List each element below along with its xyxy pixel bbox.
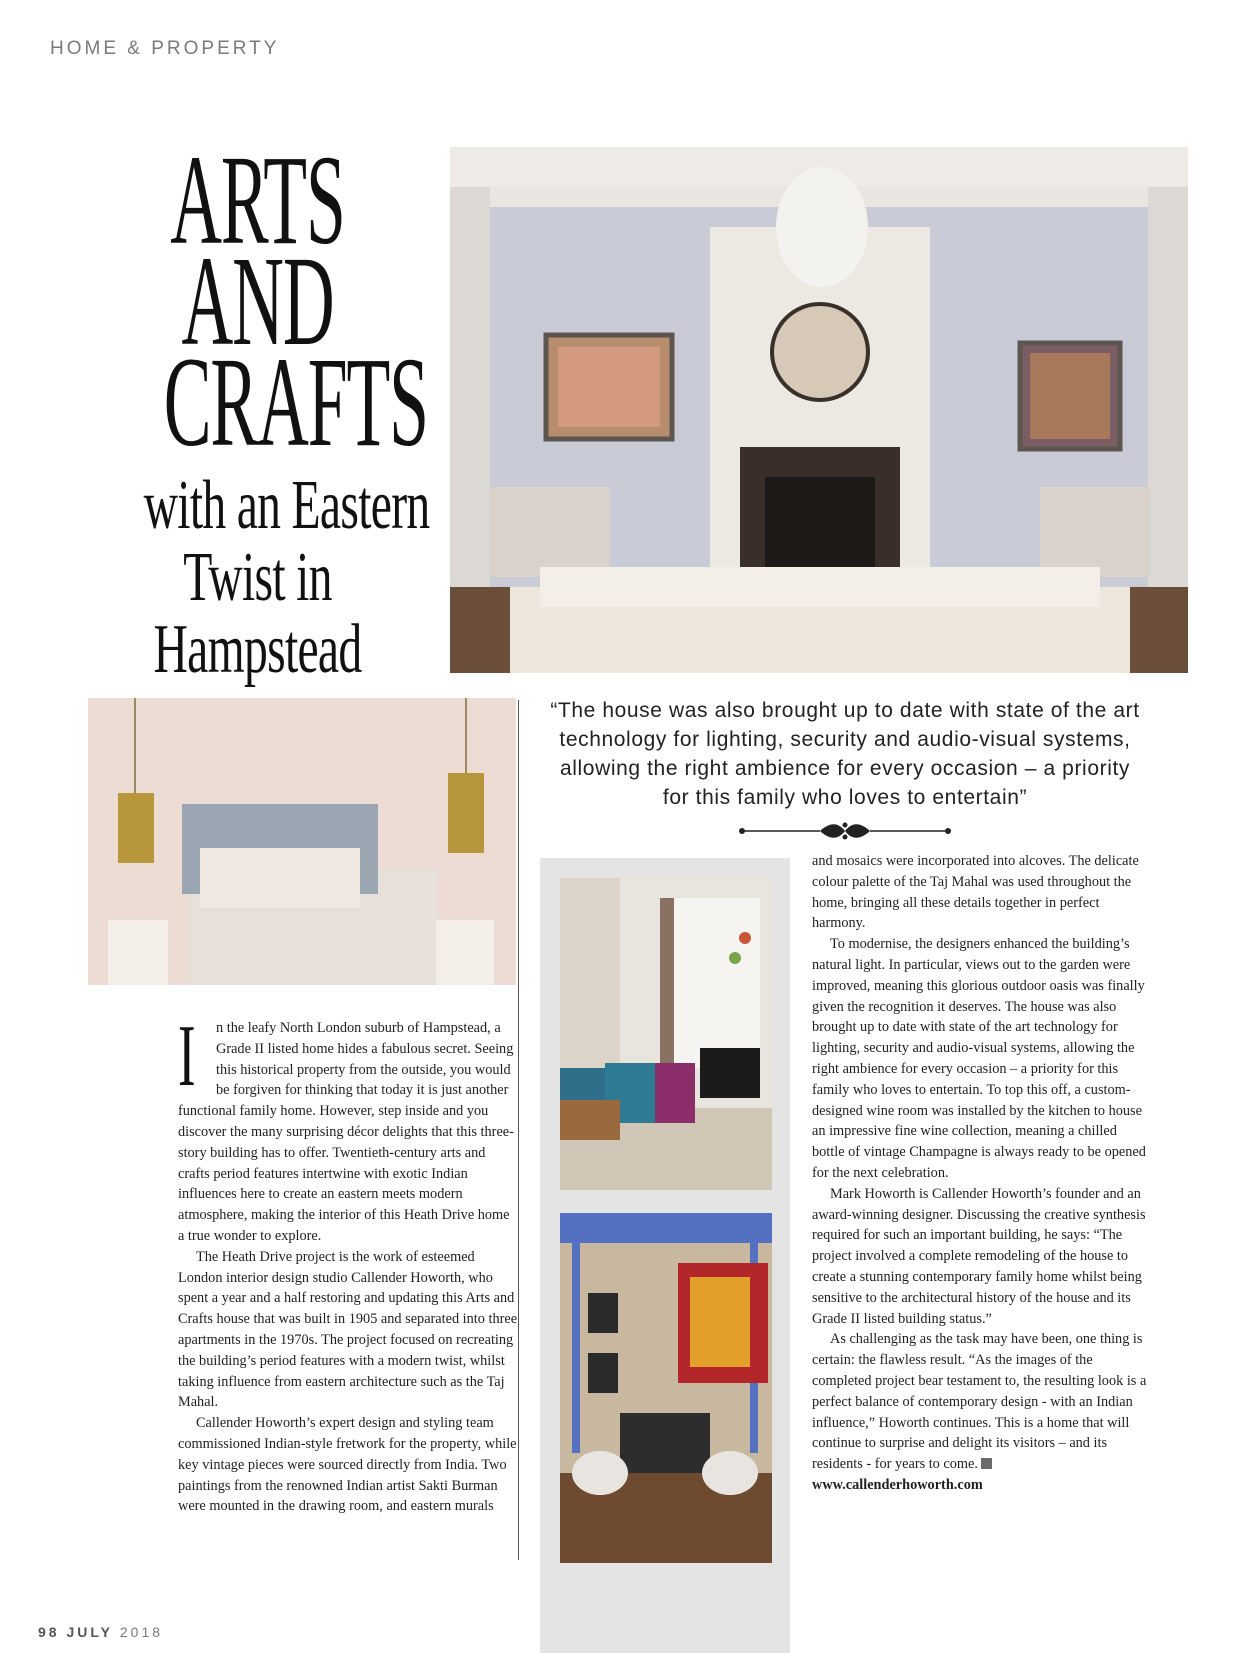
article-paragraph: Mark Howorth is Callender Howorth’s founder and an award-winning designer. Discussing the creative synthesis required for such an important building, he says: “The project involved a complete remodeling of the house to create a stunning contemporary family home whilst being sensitive to the architectural history of the house and its Grade II listed building status.” (812, 1185, 1146, 1327)
column-rule (518, 700, 519, 1560)
footer-month: JULY (66, 1624, 113, 1640)
article-paragraph: I n the leafy North London suburb of Hampstead, a Grade II listed home hides a fabulous secret. Seeing this historical property from the outside, you would be forgiven for thinking that today it is just another functional family home. However, step inside and you discover the many surprising décor delights that this three-story building has to offer. Twentieth-century arts and crafts period features intertwine with exotic Indian influences here to create an eastern meets modern atmosphere, making the interior of this Heath Drive home a true wonder to explore. (178, 1008, 514, 1244)
dining-photo (560, 1213, 772, 1563)
ornament-divider (738, 820, 952, 842)
title-subtitle (143, 467, 430, 688)
footer-year: 2018 (119, 1624, 164, 1640)
section-label: HOME & PROPERTY (50, 38, 280, 59)
article-paragraph: The Heath Drive project is the work of esteemed London interior design studio Callender Howorth, who spent a year and a half restoring and updating this Arts and Crafts house that was built in 1905 and separated into three apartments in the 1970s. The project focused on recreating the building’s period features with a modern twist, whilst taking influence from eastern architecture such as the Taj Mahal. (178, 1248, 518, 1411)
pull-quote: “The house was also brought up to date with state of the art technology for lighting, security and audio-visual systems, allowing the right ambience for every occasion – a priority for this family who loves to entertain” (550, 699, 1140, 809)
article-title (90, 129, 430, 688)
article-website[interactable]: www.callenderhoworth.com (812, 1476, 983, 1493)
article-paragraph: To modernise, the designers enhanced the building’s natural light. In particular, views out to the garden were improved, meaning this glorious outdoor oasis was finally given the recognition it deserves. The house was also brought up to date with state of the art technology for lighting, security and audio-visual systems, allowing the right ambience for every occasion – a priority for this family who loves to entertain. To top this off, a custom-designed wine room was installed by the kitchen to house an impressive fine wine collection, meaning a chilled bottle of vintage Champagne is always ready to be opened for the next celebration. (812, 936, 1146, 1181)
end-mark-icon (981, 1458, 992, 1469)
drop-cap: I (178, 1008, 196, 1105)
bedroom-photo (88, 698, 516, 985)
subtitle-line-2: Twist in (183, 539, 332, 616)
article-paragraph: As challenging as the task may have been, one thing is certain: the flawless result. “As the images of the completed project bear testament to, the resulting look is a perfect balance of contemporary design - with an Indian influence,” Howorth continues. This is a home that will continue to surprise and delight its visitors – and its residents - for years to come. (812, 1331, 1147, 1473)
subtitle-line-3: Hampstead (153, 611, 362, 688)
title-line-2: AND (181, 230, 334, 372)
title-line-3: CRAFTS (163, 331, 428, 473)
living-room-photo (450, 147, 1188, 673)
page-number: 98 (38, 1624, 60, 1640)
title-line-1: ARTS (170, 129, 345, 271)
lounge-photo (560, 878, 772, 1190)
page-footer (38, 1624, 163, 1640)
article-column-right (812, 851, 1148, 1496)
article-paragraph: Callender Howorth’s expert design and styling team commissioned Indian-style fretwork for the property, while key vintage pieces were sourced directly from India. Two paintings from the renowned Indian artist Sakti Burman were mounted in the drawing room, and eastern murals (178, 1415, 517, 1515)
article-paragraph: and mosaics were incorporated into alcoves. The delicate colour palette of the Taj Mahal was used throughout the home, bringing all these details together in perfect harmony. (812, 853, 1139, 932)
subtitle-line-1: with an Eastern (143, 467, 430, 544)
article-column-left (178, 1008, 518, 1517)
title-main (163, 129, 428, 473)
